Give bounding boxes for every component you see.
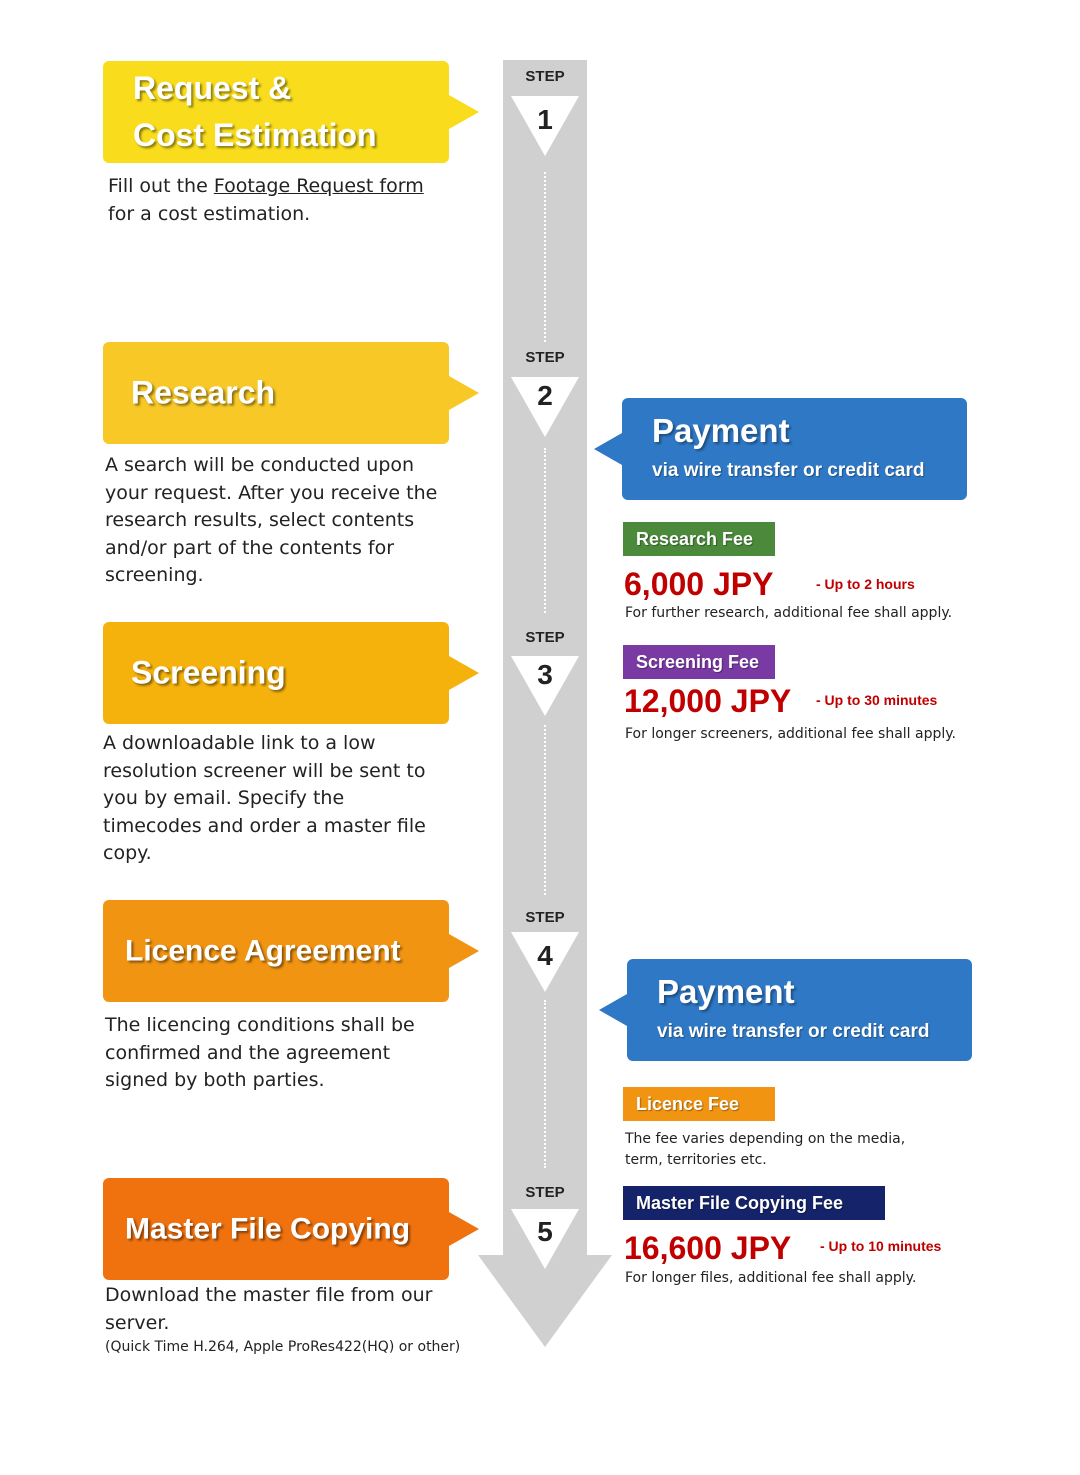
research-fee-limit: - Up to 2 hours: [816, 576, 915, 592]
step-label: STEP: [525, 349, 565, 366]
licence-fee-note-line: The fee varies depending on the media,: [625, 1131, 906, 1147]
step-number: 1: [537, 104, 553, 135]
payment-box-1: [622, 398, 967, 500]
screening-fee-note: For longer screeners, additional fee shall apply.: [625, 726, 957, 742]
step-pointer: [449, 934, 479, 968]
payment-subtitle: via wire transfer or credit card: [657, 1021, 930, 1042]
step-1-desc-text: Fill out the: [108, 175, 214, 197]
payment-box-2: [627, 959, 972, 1061]
step-3-description: A downloadable link to a low resolution screener will be sent to you by email. Specify the timecodes and order a master file copy.: [103, 732, 426, 864]
step-pointer: [449, 95, 479, 129]
timeline-dots: [544, 448, 546, 613]
step-pointer: [449, 656, 479, 690]
step-5-title: Master File Copying: [125, 1212, 411, 1246]
step-1-description: [108, 173, 468, 228]
screening-fee-price: 12,000 JPY: [624, 683, 792, 719]
step-number: 3: [537, 659, 553, 690]
step-5-description: [105, 1282, 485, 1357]
step-1-title-line1: Request &: [133, 70, 292, 106]
payment-title: Payment: [652, 412, 790, 449]
screening-fee-limit: - Up to 30 minutes: [816, 692, 938, 708]
step-4-title: Licence Agreement: [125, 934, 401, 968]
research-fee-note: For further research, additional fee shall apply.: [625, 605, 953, 621]
step-pointer: [449, 1212, 479, 1246]
step-label: STEP: [525, 68, 565, 85]
step-5-box: [103, 1178, 449, 1280]
licence-fee-note: [625, 1129, 905, 1171]
step-label: STEP: [525, 909, 565, 926]
step-number: 4: [537, 940, 553, 971]
step-2-title: Research: [131, 374, 276, 411]
licence-fee-note-line: term, territories etc.: [625, 1152, 767, 1168]
payment-subtitle: via wire transfer or credit card: [652, 460, 925, 481]
research-fee-price: 6,000 JPY: [624, 566, 774, 602]
master-file-fee-price: 16,600 JPY: [624, 1230, 792, 1266]
step-3-box: [103, 622, 449, 724]
step-1-title: [133, 65, 439, 159]
master-file-fee-limit: - Up to 10 minutes: [820, 1238, 942, 1254]
master-file-fee-note: For longer files, additional fee shall apply.: [625, 1270, 917, 1286]
payment-pointer: [594, 433, 622, 465]
step-1-title-line2: Cost Estimation: [133, 117, 377, 153]
step-number: 5: [537, 1216, 553, 1247]
licence-fee-label: Licence Fee: [623, 1087, 775, 1121]
footage-request-form-link[interactable]: Footage Request form: [213, 175, 424, 197]
step-pointer: [449, 376, 479, 410]
step-3-title: Screening: [131, 654, 286, 691]
step-2-description: A search will be conducted upon your request. After you receive the research results, select contents and/or part of the contents for screening.: [105, 454, 438, 586]
step-1-box: [103, 61, 449, 163]
research-fee-label: Research Fee: [623, 522, 775, 556]
step-2-box: [103, 342, 449, 444]
step-4-description: The licencing conditions shall be confirmed and the agreement signed by both parties.: [105, 1014, 415, 1091]
timeline-dots: [544, 725, 546, 895]
step-4-box: [103, 900, 449, 1002]
payment-title: Payment: [657, 973, 795, 1010]
screening-fee-label: Screening Fee: [623, 645, 775, 679]
payment-pointer: [599, 994, 627, 1026]
timeline-dots: [544, 172, 546, 342]
step-label: STEP: [525, 1184, 565, 1201]
step-number: 2: [537, 380, 553, 411]
step-1-desc-text: for a cost estimation.: [108, 202, 311, 225]
master-file-fee-label: Master File Copying Fee: [623, 1186, 885, 1220]
step-5-format-note: (Quick Time H.264, Apple ProRes422(HQ) or other): [105, 1339, 461, 1355]
step-label: STEP: [525, 629, 565, 646]
step-5-desc-text: Download the master file from our server.: [105, 1284, 433, 1334]
timeline-dots: [544, 1000, 546, 1168]
